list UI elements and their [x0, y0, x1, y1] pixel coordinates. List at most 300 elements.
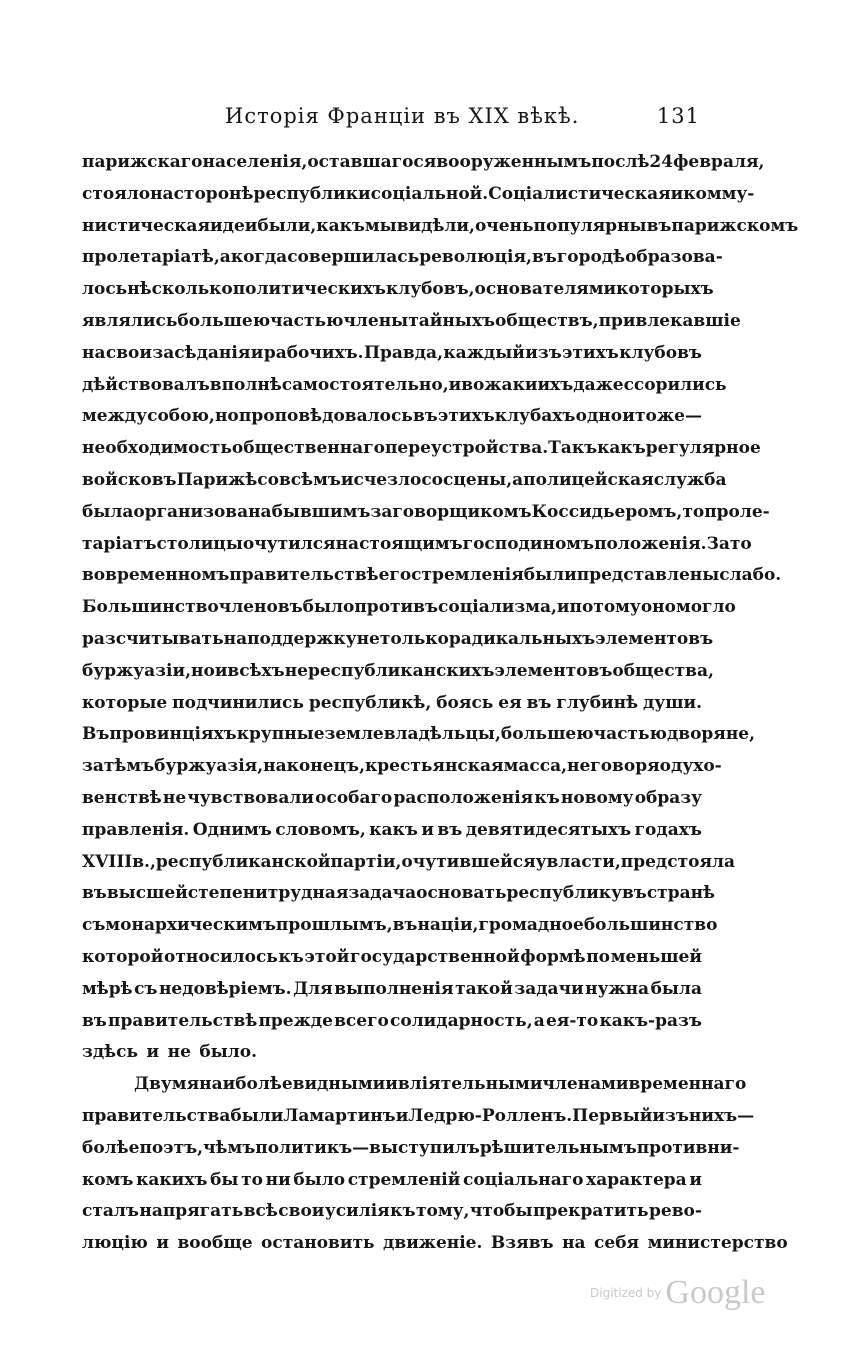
text-line	[82, 1137, 740, 1170]
word: Ледрю-Ролленъ.	[408, 1105, 573, 1126]
word: подчинились	[172, 692, 304, 713]
word: напрягать	[139, 1201, 244, 1222]
word: какъ	[597, 438, 646, 459]
word: крестьянская	[365, 756, 504, 777]
word: образу	[634, 787, 702, 808]
word: XVIII	[82, 851, 133, 872]
word: идеи	[210, 215, 258, 236]
word: характера	[586, 1169, 687, 1190]
word: выполненія	[334, 978, 454, 999]
word: проле-	[704, 501, 770, 522]
text-line	[82, 183, 755, 216]
word: а	[512, 469, 524, 490]
word: масса,	[503, 756, 568, 777]
word: регулярное	[645, 438, 761, 459]
word: предстояла	[620, 851, 736, 872]
word: относилось	[164, 946, 278, 967]
text-line	[82, 883, 716, 915]
word: и	[670, 183, 684, 204]
word: по	[586, 946, 611, 967]
word: популярны	[533, 215, 647, 236]
word: политическихъ	[232, 279, 386, 300]
word: Двумя	[134, 1074, 200, 1095]
word: въ	[531, 247, 557, 268]
word: въ	[151, 469, 177, 490]
word: этихъ	[437, 406, 495, 427]
word: и	[448, 374, 462, 395]
word: въ	[437, 819, 463, 840]
word: заговорщикомъ	[370, 501, 532, 522]
text-line	[82, 1170, 702, 1202]
word: вполнѣ	[209, 374, 282, 395]
word: столицы	[156, 533, 243, 554]
word: когда	[230, 247, 288, 268]
text-line	[82, 851, 736, 884]
word: степени	[187, 883, 268, 904]
word: монархическимъ	[105, 915, 276, 936]
word: на	[150, 183, 174, 204]
word: нихъ—	[688, 1105, 755, 1126]
word: но	[214, 406, 239, 427]
word: на	[82, 342, 106, 363]
text-line	[82, 979, 702, 1011]
word: сцены,	[443, 469, 513, 490]
word: могло	[675, 597, 736, 618]
word: и	[250, 342, 264, 363]
word: лось	[82, 279, 128, 300]
word: къ	[390, 1201, 416, 1222]
word: и	[556, 597, 570, 618]
text-line	[82, 406, 702, 438]
word: прекратить	[533, 1201, 649, 1222]
text-line	[82, 915, 718, 947]
word: республику	[506, 883, 622, 904]
word: республикѣ,	[308, 692, 432, 713]
word: основать	[416, 883, 507, 904]
word: но	[191, 660, 215, 681]
word: необходимость	[82, 438, 232, 459]
word: особаго	[315, 787, 393, 808]
word: себя	[594, 1233, 640, 1254]
word: видными	[292, 1074, 386, 1095]
word: къ	[534, 787, 560, 808]
word: послѣ	[591, 152, 650, 172]
word: временнаго	[628, 1074, 747, 1095]
word: Въ	[82, 724, 110, 745]
text-line	[82, 597, 736, 629]
word: потому	[569, 597, 641, 618]
word: въ	[412, 406, 438, 427]
word: Соціалистическая	[488, 183, 671, 204]
word: исчезло	[340, 469, 422, 490]
word: наконецъ,	[263, 756, 365, 777]
word: такой	[455, 978, 513, 999]
word: высшей	[106, 883, 188, 904]
word: ихъ	[537, 374, 574, 395]
word: представлены	[576, 565, 720, 586]
text-line	[82, 660, 714, 693]
word: задачи	[514, 978, 584, 999]
word: на	[562, 1233, 586, 1254]
word: очутившейся	[401, 851, 536, 872]
word: рево-	[649, 1201, 702, 1222]
word: революція,	[419, 247, 532, 268]
text-line	[82, 310, 741, 343]
word: недовѣріемъ.	[158, 978, 292, 999]
text-line	[82, 628, 714, 661]
word: 24	[649, 152, 674, 172]
word: частью	[270, 310, 344, 331]
word: членами	[542, 1074, 629, 1095]
text-line	[82, 820, 702, 852]
word: комъ	[82, 1169, 134, 1190]
text-line	[82, 1074, 747, 1106]
text-line	[82, 1201, 702, 1233]
word: буржуазія,	[154, 756, 264, 777]
text-line	[82, 343, 702, 375]
word: чтобы	[469, 1201, 533, 1222]
word: рабочихъ.	[263, 342, 364, 363]
word: то	[682, 501, 705, 522]
word: поддержку	[247, 628, 357, 649]
word: оставшагося	[307, 152, 437, 172]
word: его	[378, 565, 412, 586]
word: дѣйствовалъ	[82, 374, 210, 395]
word: съ	[82, 915, 106, 936]
word: чѣмъ	[203, 1137, 256, 1158]
text-line	[82, 374, 727, 407]
word: не	[567, 756, 591, 777]
word: новому	[560, 787, 634, 808]
word: ни	[265, 1169, 291, 1190]
word: элементовъ	[595, 628, 714, 649]
digitized-by-google-watermark	[590, 1274, 766, 1312]
text-line	[82, 152, 765, 184]
word: какъ	[316, 215, 365, 236]
word: движеніе.	[383, 1233, 483, 1254]
running-title: Исторія Франціи въ XIX вѣкѣ.	[225, 104, 580, 128]
word: слабо.	[719, 565, 782, 586]
word: къ	[278, 946, 304, 967]
word: здѣсь	[82, 1042, 139, 1063]
word: тайныхъ	[408, 310, 496, 331]
word: стремленія	[411, 565, 524, 586]
page-number: 131	[656, 104, 700, 128]
word: правленія.	[82, 819, 190, 840]
word: громадное	[478, 915, 584, 936]
text-line	[82, 756, 722, 788]
text-line	[82, 1233, 788, 1265]
word: только	[379, 628, 449, 649]
word: Большинство	[82, 597, 219, 618]
word: ея-то	[545, 1010, 599, 1031]
word: очень	[474, 215, 534, 236]
word: проповѣдовалось	[238, 406, 413, 427]
text-line	[82, 565, 782, 597]
word: противни-	[636, 1137, 740, 1158]
word: въ	[82, 1010, 107, 1031]
word: Взявъ	[490, 1233, 554, 1254]
word: полицейская	[523, 469, 654, 490]
word: расположенія	[393, 787, 534, 808]
word: усилія	[324, 1201, 390, 1222]
word: большинство	[583, 915, 718, 936]
word: в.,	[132, 851, 156, 872]
word: соціализма,	[438, 597, 557, 618]
word: членовъ	[218, 597, 303, 618]
word: Однимъ	[192, 819, 272, 840]
word: Для	[293, 978, 333, 999]
word: чувствовали	[187, 787, 314, 808]
word: общества,	[612, 660, 714, 681]
word: стояло	[82, 183, 151, 204]
text-line	[82, 279, 714, 311]
word: всѣхъ	[227, 660, 285, 681]
word: республики	[253, 183, 371, 204]
word: изъ	[525, 342, 562, 363]
word: пролетаріатѣ,	[82, 247, 220, 268]
body-text	[82, 152, 799, 1265]
word: положенія.	[594, 533, 707, 554]
word: служба	[653, 469, 727, 490]
word: были	[230, 1105, 284, 1126]
text-line	[82, 788, 702, 820]
text-line	[82, 693, 702, 725]
text-line	[82, 215, 799, 248]
word: разсчитывать	[82, 628, 224, 649]
word: ея	[498, 692, 522, 713]
word: то	[241, 1169, 263, 1190]
word: не	[167, 1042, 191, 1063]
word: Первый	[572, 1105, 653, 1126]
word: націи,	[417, 915, 479, 936]
word: изъ	[652, 1105, 689, 1126]
word: а	[533, 1010, 545, 1031]
word: являлись	[82, 310, 178, 331]
word: были	[523, 565, 577, 586]
word: клубовъ,	[385, 279, 475, 300]
word: же—	[656, 406, 702, 427]
word: у	[535, 851, 547, 872]
word: прошлымъ,	[275, 915, 393, 936]
word: дворяне,	[666, 724, 756, 745]
text-line	[82, 1042, 702, 1074]
word: республиканской	[155, 851, 331, 872]
word: парижскаго	[82, 152, 203, 172]
word: большею	[500, 724, 594, 745]
word: ссорились	[623, 374, 727, 395]
word: было	[302, 597, 355, 618]
word: буржуазіи,	[82, 660, 192, 681]
word: этихъ	[562, 342, 619, 363]
word: словомъ,	[275, 819, 366, 840]
word: говоря	[590, 756, 660, 777]
word: которые	[82, 692, 168, 713]
word: между	[82, 406, 147, 427]
word: городѣ	[556, 247, 626, 268]
text-line	[82, 1105, 755, 1138]
word: переустройства.	[384, 438, 549, 459]
word: и	[156, 1233, 169, 1254]
word: общественнаго	[231, 438, 385, 459]
word: и	[214, 660, 228, 681]
word: таріатъ	[82, 533, 157, 554]
word: даже	[573, 374, 624, 395]
word: а	[219, 247, 231, 268]
word: и	[395, 1105, 409, 1126]
word: образова-	[625, 247, 723, 268]
word: бывшимъ	[271, 501, 371, 522]
text-line	[82, 1011, 702, 1043]
word: остановить	[261, 1233, 375, 1254]
word: не	[162, 787, 187, 808]
word: радикальныхъ	[448, 628, 596, 649]
word: со	[421, 469, 444, 490]
word: было.	[199, 1042, 258, 1063]
word: члены	[343, 310, 409, 331]
word: была	[650, 978, 702, 999]
word: въ	[82, 883, 107, 904]
word: задача	[348, 883, 417, 904]
word: собою,	[147, 406, 215, 427]
word: въ	[621, 883, 647, 904]
word: въ	[392, 915, 418, 936]
word: боясь	[436, 692, 494, 713]
word: партіи,	[330, 851, 402, 872]
word: всѣ	[243, 1201, 278, 1222]
word: прежде	[258, 1010, 333, 1031]
word: странѣ	[646, 883, 716, 904]
word: соціальнаго	[463, 1169, 584, 1190]
word: организована	[133, 501, 272, 522]
text-line	[82, 438, 761, 470]
word: крупные	[236, 724, 325, 745]
word: не	[356, 628, 380, 649]
word: парижскомъ	[671, 215, 799, 236]
word: совсѣмъ	[257, 469, 341, 490]
word: противъ	[354, 597, 439, 618]
word: сталъ	[82, 1201, 139, 1222]
watermark-prefix: Digitized by	[590, 1286, 662, 1300]
word: и	[385, 1074, 398, 1095]
word: которой	[82, 946, 164, 967]
word: люцію	[82, 1233, 148, 1254]
word: одно	[575, 406, 623, 427]
word: свои	[105, 342, 152, 363]
google-logo: Google	[665, 1274, 766, 1311]
word: вообще	[177, 1233, 253, 1254]
word: политикъ—выступилъ	[255, 1137, 480, 1158]
word: Правда,	[363, 342, 443, 363]
word: годахъ	[634, 819, 702, 840]
word: Зато	[706, 533, 752, 554]
text-line	[82, 533, 752, 566]
word: обществъ,	[495, 310, 599, 331]
word: господиномъ	[462, 533, 595, 554]
word: большею	[177, 310, 271, 331]
word: мѣрѣ	[82, 978, 133, 999]
word: глубинѣ	[556, 692, 639, 713]
word: въ	[646, 215, 672, 236]
text-line	[82, 469, 727, 502]
word: вооруженнымъ	[436, 152, 592, 172]
word: души.	[642, 692, 702, 713]
word: меньшей	[610, 946, 702, 967]
word: и	[622, 406, 635, 427]
text-line	[82, 247, 723, 279]
word: солидарность,	[390, 1010, 533, 1031]
word: временномъ	[105, 565, 230, 586]
word: настоящимъ	[335, 533, 463, 554]
word: соціальной.	[370, 183, 489, 204]
word: то	[634, 406, 657, 427]
word: стремленій	[347, 1169, 461, 1190]
word: бы	[210, 1169, 239, 1190]
text-line	[82, 501, 770, 534]
word: самостоятельно,	[281, 374, 449, 395]
word: нужна	[585, 978, 650, 999]
word: нистическая	[82, 215, 211, 236]
text-line	[82, 724, 756, 756]
word: основателями	[474, 279, 617, 300]
word: девятидесятыхъ	[465, 819, 632, 840]
word: трудная	[267, 883, 349, 904]
word: затѣмъ	[82, 756, 155, 777]
word: населенія,	[202, 152, 308, 172]
word: во	[82, 565, 106, 586]
word: и	[689, 1169, 702, 1190]
word: Парижѣ	[176, 469, 258, 490]
word: о	[659, 756, 671, 777]
word: было	[293, 1169, 346, 1190]
word: элементовъ	[494, 660, 613, 681]
word: на	[223, 628, 248, 649]
word: власти,	[546, 851, 621, 872]
word: нѣсколько	[127, 279, 233, 300]
word: была	[82, 501, 134, 522]
word: рѣшительнымъ	[479, 1137, 637, 1158]
word: которыхъ	[616, 279, 714, 300]
word: засѣданія	[152, 342, 251, 363]
word: духо-	[671, 756, 722, 777]
word: нереспубликанскихъ	[284, 660, 495, 681]
word: и	[146, 1042, 160, 1063]
word: наиболѣе	[199, 1074, 293, 1095]
word: совершилась	[287, 247, 420, 268]
word: свои	[278, 1201, 325, 1222]
word: этой	[304, 946, 350, 967]
word: привлекавшіе	[598, 310, 741, 331]
word: болѣе	[82, 1137, 140, 1158]
word: землевладѣльцы,	[324, 724, 501, 745]
word: правительства	[82, 1105, 231, 1126]
word: видѣли,	[396, 215, 475, 236]
word: комму-	[683, 183, 755, 204]
word: съ	[134, 978, 158, 999]
word: формѣ	[520, 946, 586, 967]
word: войско	[82, 469, 152, 490]
word: Такъ	[548, 438, 598, 459]
word: вожаки	[461, 374, 538, 395]
word: какихъ	[136, 1169, 208, 1190]
word: правительствѣ	[108, 1010, 258, 1031]
word: сторонѣ	[173, 183, 254, 204]
word: министерство	[647, 1233, 788, 1254]
word: оно	[640, 597, 676, 618]
word: правительствѣ	[229, 565, 379, 586]
word: каждый	[443, 342, 525, 363]
word: клубахъ	[494, 406, 576, 427]
